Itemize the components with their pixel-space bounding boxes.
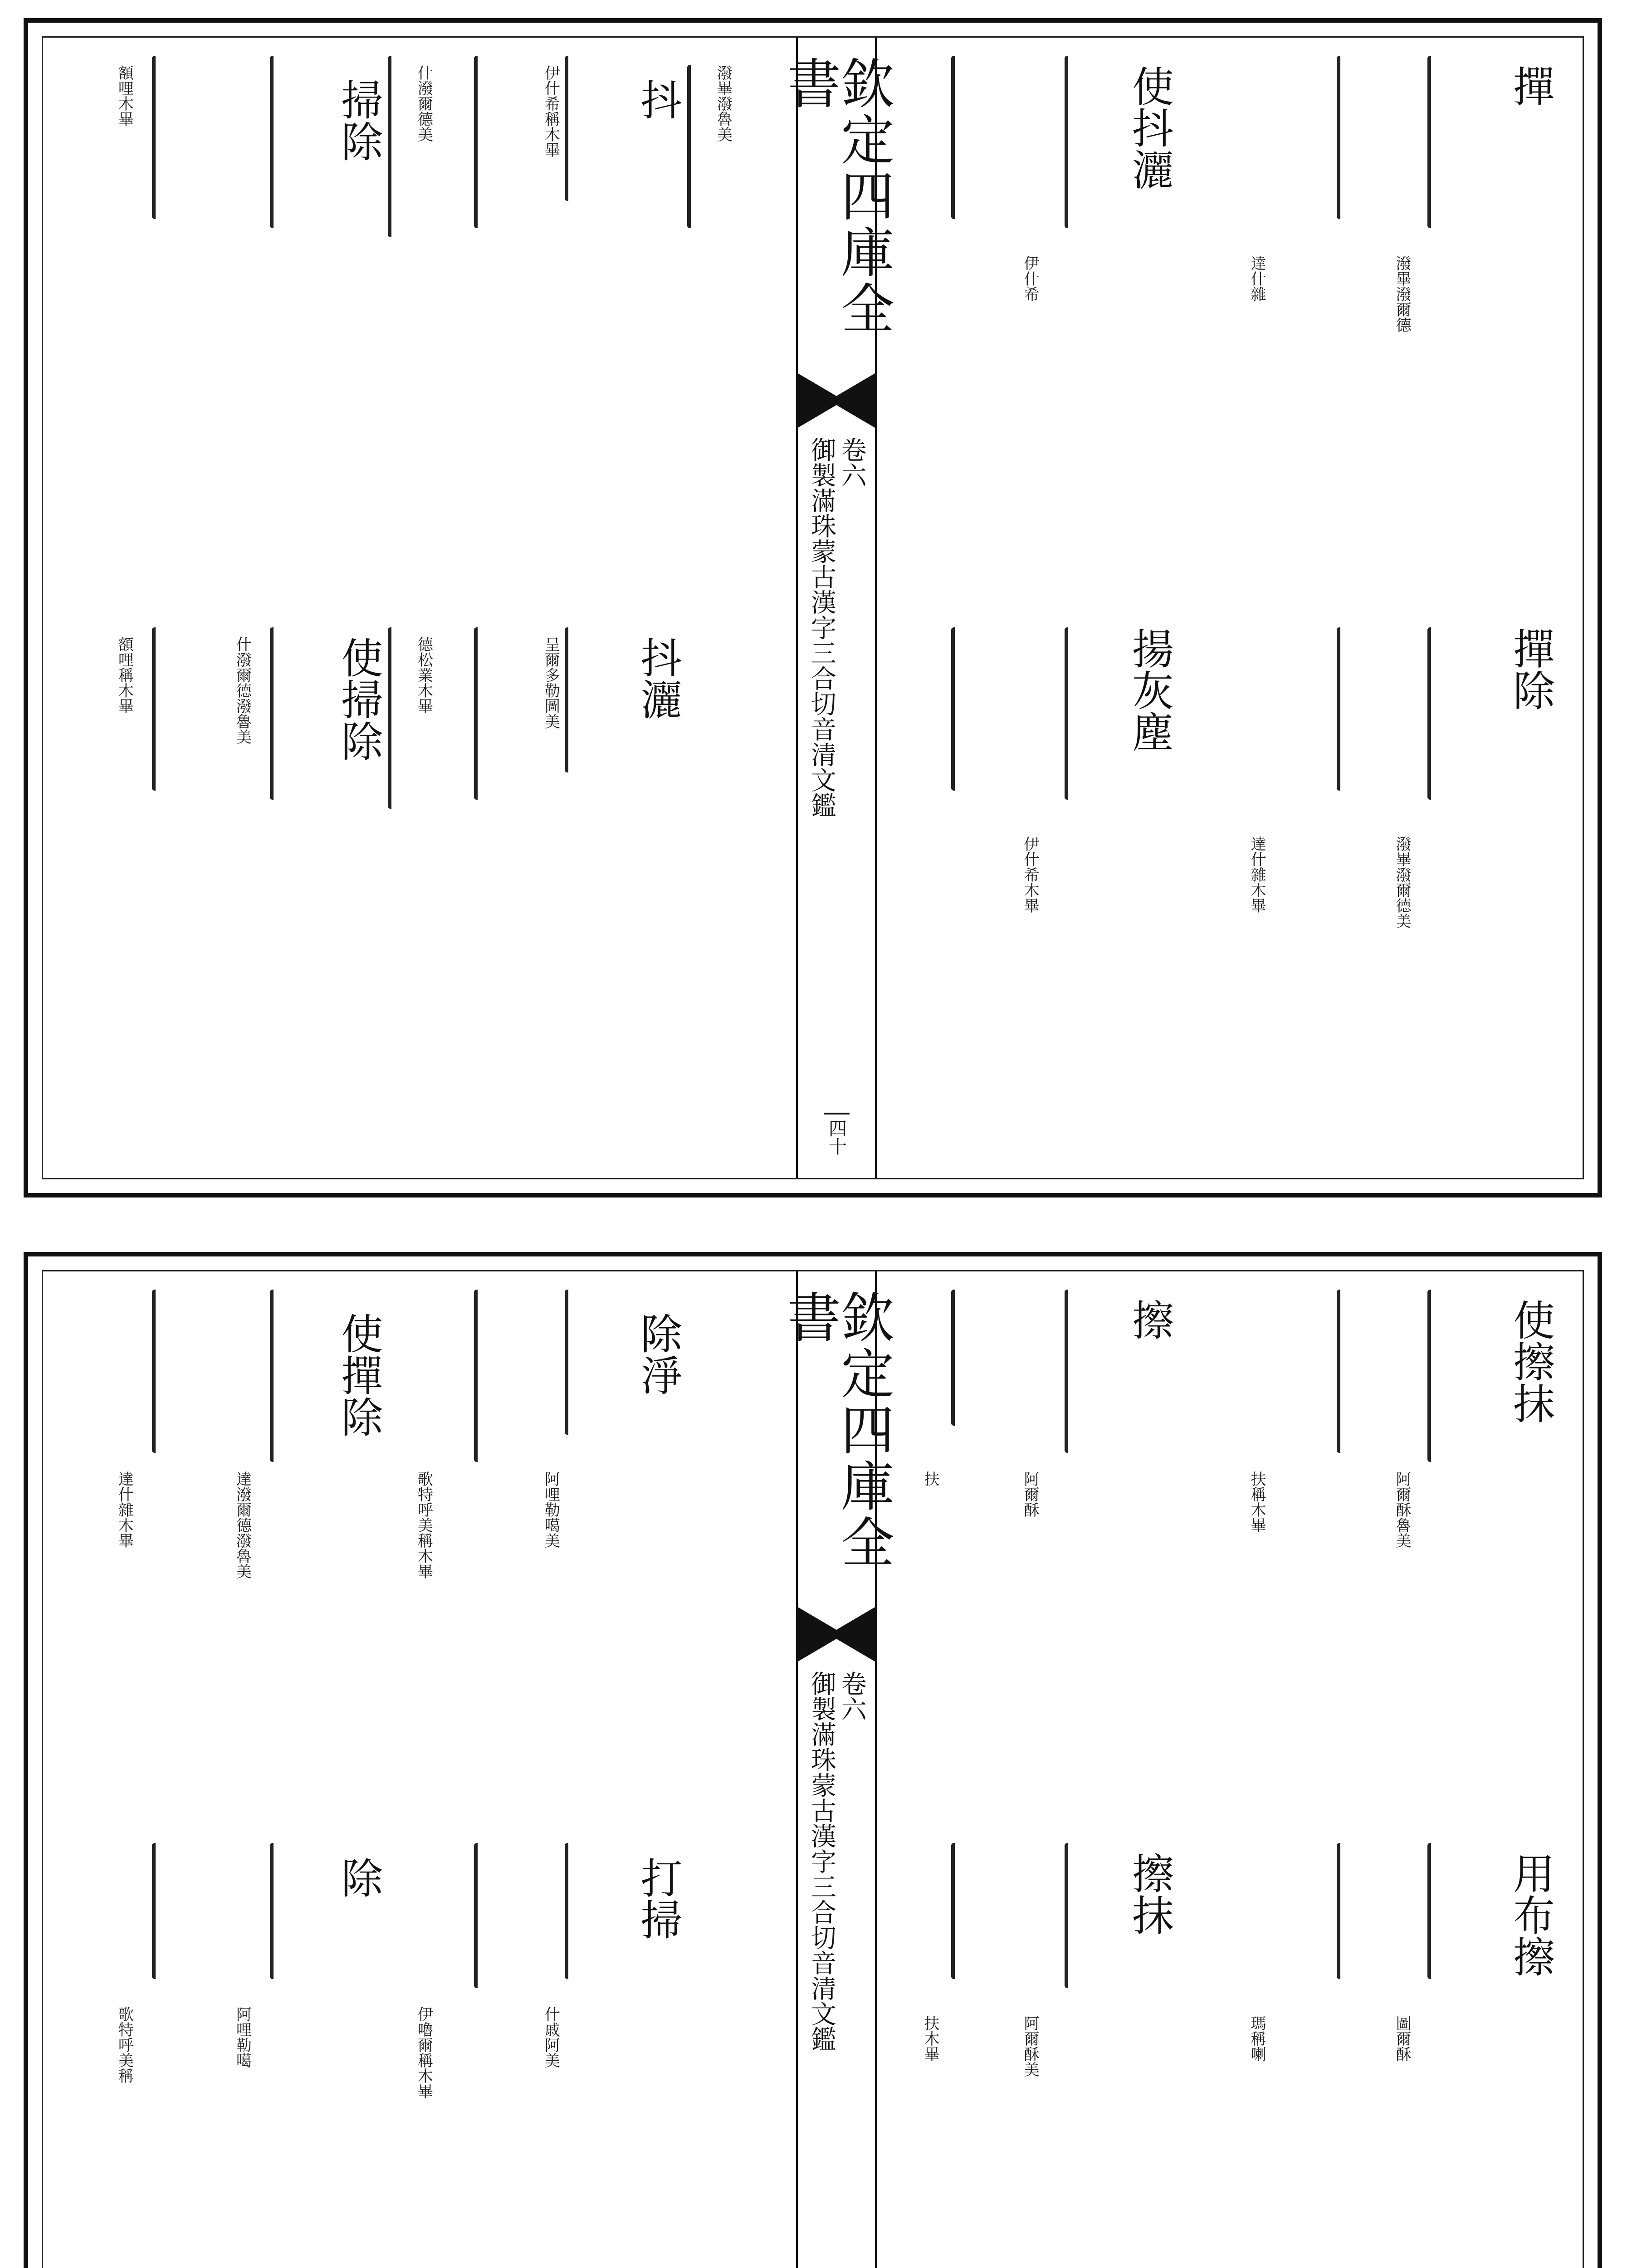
fish-tail-ornament bbox=[798, 1607, 875, 1662]
manchu-script bbox=[565, 56, 584, 201]
headword: 擦抹 bbox=[1125, 1852, 1174, 1936]
annotation: 伊嚕爾稱木畢 bbox=[415, 2006, 433, 2099]
annotation: 達什雜 bbox=[1248, 255, 1266, 302]
manchu-script bbox=[951, 627, 970, 791]
bottom-center-column bbox=[778, 1271, 894, 2268]
book-title: 欽定四庫全書 bbox=[778, 56, 894, 337]
annotation: 額哩木畢 bbox=[115, 65, 134, 127]
annotation: 德松業木畢 bbox=[415, 636, 433, 714]
manchu-script bbox=[270, 1290, 289, 1462]
book-title: 欽定四庫全書 bbox=[778, 1290, 894, 1571]
book-subtitle: 御製滿珠蒙古漢字三合切音清文鑑 bbox=[807, 437, 836, 818]
manchu-script bbox=[152, 627, 171, 791]
bottom-right-side bbox=[873, 1271, 1583, 2268]
annotation: 扶木畢 bbox=[921, 2015, 939, 2062]
headword: 撣 bbox=[1506, 65, 1555, 107]
manchu-script bbox=[1337, 56, 1356, 219]
annotation: 達什雜木畢 bbox=[115, 1471, 134, 1548]
manchu-script bbox=[1337, 627, 1356, 791]
title-box bbox=[778, 38, 894, 373]
annotation: 圖爾酥 bbox=[1393, 2015, 1411, 2062]
manchu-script bbox=[152, 1843, 171, 1979]
annotation: 歌特呼美稱木畢 bbox=[415, 1471, 433, 1579]
annotation: 什潑爾德潑魯美 bbox=[233, 636, 252, 744]
annotation: 潑畢潑魯美 bbox=[714, 65, 733, 142]
manchu-script bbox=[565, 1843, 584, 1979]
annotation: 伊什希 bbox=[1021, 255, 1039, 302]
subtitle bbox=[798, 1671, 875, 2052]
manchu-script bbox=[388, 627, 407, 809]
headword: 掃除 bbox=[334, 78, 383, 162]
bottom-left-side bbox=[43, 1271, 796, 2268]
manchu-script bbox=[1065, 56, 1084, 228]
manchu-script bbox=[1427, 627, 1446, 800]
manchu-script bbox=[1065, 1843, 1084, 1988]
volume-label: 卷六 bbox=[837, 1671, 867, 1721]
volume-label: 卷六 bbox=[837, 437, 867, 488]
annotation: 扶稱木畢 bbox=[1248, 1471, 1266, 1533]
manchu-script bbox=[1337, 1843, 1356, 1979]
annotation: 什戚阿美 bbox=[542, 2006, 560, 2068]
bottom-page bbox=[24, 1252, 1602, 2268]
annotation: 阿爾酥魯美 bbox=[1393, 1471, 1411, 1548]
manchu-script bbox=[565, 1290, 584, 1435]
annotation: 阿爾酥美 bbox=[1021, 2015, 1039, 2077]
headword: 除 bbox=[334, 1857, 383, 1898]
manchu-script bbox=[951, 1290, 970, 1426]
annotation: 達什雜木畢 bbox=[1248, 836, 1266, 913]
manchu-script bbox=[152, 1290, 171, 1453]
annotation: 扶 bbox=[921, 1471, 939, 1486]
manchu-script bbox=[474, 1290, 493, 1462]
annotation: 瑪稱喇 bbox=[1248, 2015, 1266, 2062]
headword: 除淨 bbox=[634, 1312, 683, 1396]
top-page-frame bbox=[42, 36, 1584, 1179]
headword: 抖灑 bbox=[634, 636, 683, 720]
manchu-script bbox=[951, 56, 970, 219]
annotation: 呈爾多勒圖美 bbox=[542, 636, 560, 729]
headword: 使掃除 bbox=[334, 636, 383, 762]
headword: 使抖灑 bbox=[1125, 65, 1174, 190]
manchu-script bbox=[951, 1843, 970, 1979]
manchu-script bbox=[270, 627, 289, 800]
annotation: 額哩稱木畢 bbox=[115, 636, 134, 714]
top-page bbox=[24, 18, 1602, 1198]
annotation: 阿哩勒噶美 bbox=[542, 1471, 560, 1548]
top-left-side bbox=[43, 38, 796, 1178]
manchu-script bbox=[565, 627, 584, 772]
fish-tail-ornament bbox=[798, 373, 875, 428]
annotation: 伊什希木畢 bbox=[1021, 836, 1039, 913]
manchu-script bbox=[270, 1843, 289, 1979]
manchu-script bbox=[270, 56, 289, 228]
top-center-column bbox=[778, 38, 894, 1178]
headword: 使擦抹 bbox=[1506, 1299, 1555, 1424]
headword: 用布擦 bbox=[1506, 1852, 1555, 1977]
manchu-script bbox=[474, 627, 493, 800]
annotation: 潑畢潑爾德 bbox=[1393, 255, 1411, 332]
book-subtitle: 御製滿珠蒙古漢字三合切音清文鑑 bbox=[807, 1671, 836, 2052]
annotation: 歌特呼美稱 bbox=[115, 2006, 134, 2083]
manchu-script bbox=[1065, 1290, 1084, 1453]
annotation: 伊什希稱木畢 bbox=[542, 65, 560, 157]
manchu-script bbox=[474, 56, 493, 228]
headword: 揚灰塵 bbox=[1125, 627, 1174, 753]
headword: 使撣除 bbox=[334, 1312, 383, 1437]
manchu-script bbox=[152, 56, 171, 219]
manchu-script bbox=[687, 65, 706, 228]
manchu-script bbox=[474, 1843, 493, 1988]
subtitle bbox=[798, 437, 875, 818]
title-box bbox=[778, 1271, 894, 1607]
headword: 擦 bbox=[1125, 1299, 1174, 1340]
headword: 抖 bbox=[634, 78, 683, 120]
page-number: 四十 bbox=[798, 1113, 875, 1160]
annotation: 潑畢潑爾德美 bbox=[1393, 836, 1411, 929]
manchu-script bbox=[388, 56, 407, 237]
annotation: 達潑爾德潑魯美 bbox=[233, 1471, 252, 1579]
headword: 撣除 bbox=[1506, 627, 1555, 711]
bottom-page-frame bbox=[42, 1270, 1584, 2268]
manchu-script bbox=[1427, 1843, 1446, 1979]
manchu-script bbox=[1337, 1290, 1356, 1453]
manchu-script bbox=[1065, 627, 1084, 800]
top-right-side bbox=[873, 38, 1583, 1178]
manchu-script bbox=[1427, 1290, 1446, 1462]
headword: 打掃 bbox=[634, 1857, 683, 1940]
annotation: 阿哩勒噶 bbox=[233, 2006, 252, 2068]
manchu-script bbox=[1427, 56, 1446, 228]
annotation: 阿爾酥 bbox=[1021, 1471, 1039, 1517]
annotation: 什潑爾德美 bbox=[415, 65, 433, 142]
